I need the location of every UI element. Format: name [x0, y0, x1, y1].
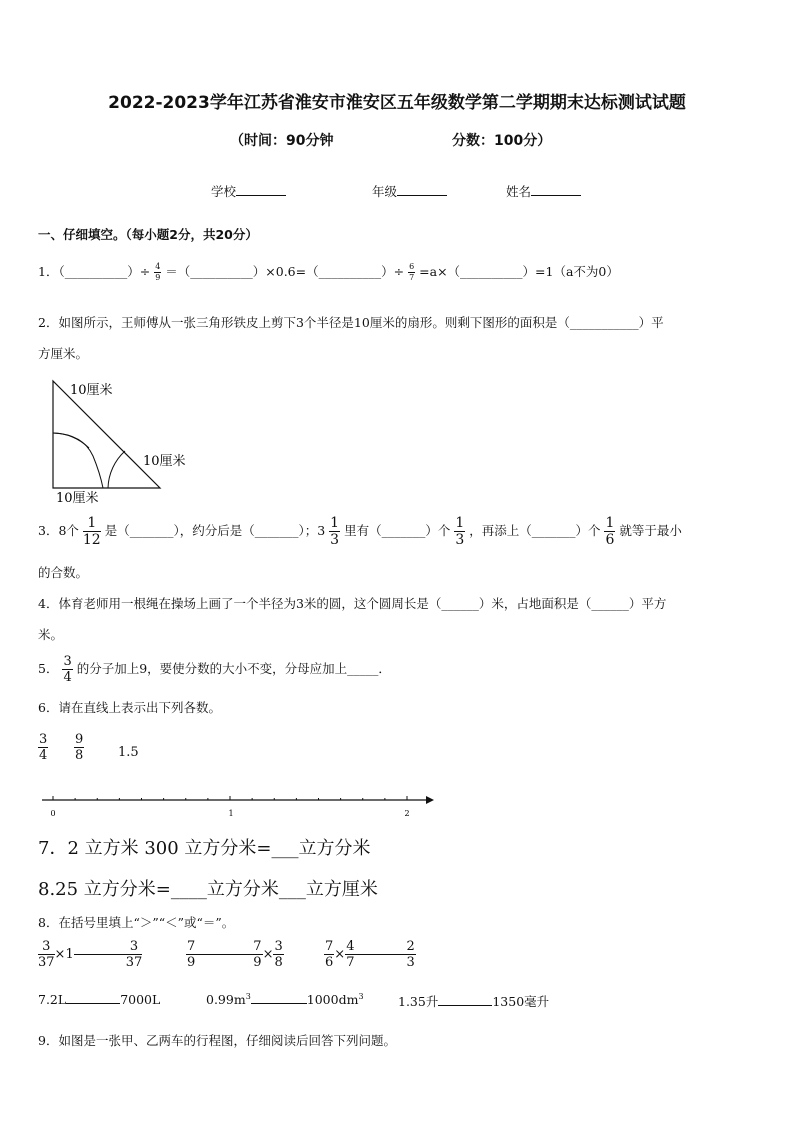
question-8: 8．在括号里填上“＞”“＜”或“＝”。 [38, 915, 235, 930]
exam-score: 分数：100分） [452, 133, 552, 149]
name-field[interactable]: 姓名 [506, 182, 581, 200]
section-heading: 一、仔细填空。（每小题2分，共20分） [38, 227, 258, 242]
fraction: $\frac{6}{7}$ [409, 262, 415, 282]
q6-value-3: 1.5 [118, 745, 139, 760]
page-title: 2022-2023学年江苏省淮安市淮安区五年级数学第二学期期末达标测试试题 [108, 93, 686, 113]
label-hypotenuse-right: 10厘米 [143, 454, 186, 469]
tick-label: 2 [404, 809, 410, 818]
triangle-figure [48, 376, 208, 506]
q8-expr-3: $\frac{7}{6}$ × $\frac{4}{7}$ $\frac{2}{3}$ [325, 939, 415, 970]
q8-compare-3: 1.35升 1350毫升 [398, 994, 550, 1009]
label-base: 10厘米 [56, 491, 99, 506]
question-3-line2: 的合数。 [38, 565, 89, 580]
grade-field[interactable]: 年级 [372, 182, 447, 200]
q8-compare-1: 7.2L 7000L [38, 992, 161, 1007]
exam-time: （时间：90分钟 [230, 133, 334, 149]
question-2-line1: 2．如图所示，王师傅从一张三角形铁皮上剪下3个半径是10厘米的扇形。则剩下图形的面积是（___________）平 [38, 315, 664, 330]
question-2-line2: 方厘米。 [38, 346, 89, 361]
tick-label: 0 [50, 809, 56, 818]
label-hypotenuse-top: 10厘米 [70, 383, 113, 398]
number-line [38, 790, 438, 820]
question-6: 6．请在直线上表示出下列各数。 [38, 700, 221, 715]
school-field[interactable]: 学校 [211, 182, 286, 200]
tick-label: 1 [228, 809, 234, 818]
question-5: 5． $\frac{3}{4}$ 的分子加上9，要使分数的大小不变，分母应加上_____． [38, 654, 391, 685]
question-3-line1: 3．8个 $\frac{1}{12}$ 是（_______），约分后是（_______）；3 $\frac{1}{3}$ 里有（_______）个 $\frac{1}{3}$ ，再添上（_______）个 $\frac{1}{6}$ 就等于最小 [38, 515, 682, 548]
question-4-line2: 米。 [38, 627, 64, 642]
q8-compare-2: $0.99m^3$ $1000dm^3$ [206, 992, 364, 1008]
question-1: 1．（__________）÷ $\frac{4}{9}$ ＝（__________）×0.6=（__________）÷ $\frac{6}{7}$ =a×（__________）=1（a不为0） [38, 262, 619, 282]
question-7-line1: 7．2 立方米 300 立方分米=___立方分米 [38, 838, 371, 859]
question-9: 9．如图是一张甲、乙两车的行程图，仔细阅读后回答下列问题。 [38, 1033, 396, 1048]
fraction: $\frac{4}{9}$ [155, 262, 161, 282]
q6-value-2: $\frac{9}{8}$ [75, 732, 84, 763]
question-7-line2: 8.25 立方分米=____立方分米___立方厘米 [38, 879, 378, 900]
q8-expr-1: $\frac{3}{37}$ ×1 $\frac{3}{37}$ [38, 939, 143, 970]
q8-expr-2: $\frac{7}{9}$ $\frac{7}{9}$ × $\frac{3}{8}$ [187, 939, 283, 970]
q6-value-1: $\frac{3}{4}$ [39, 732, 48, 763]
question-4-line1: 4．体育老师用一根绳在操场上画了一个半径为3米的圆，这个圆周长是（______）米，占地面积是（______）平方 [38, 596, 667, 611]
